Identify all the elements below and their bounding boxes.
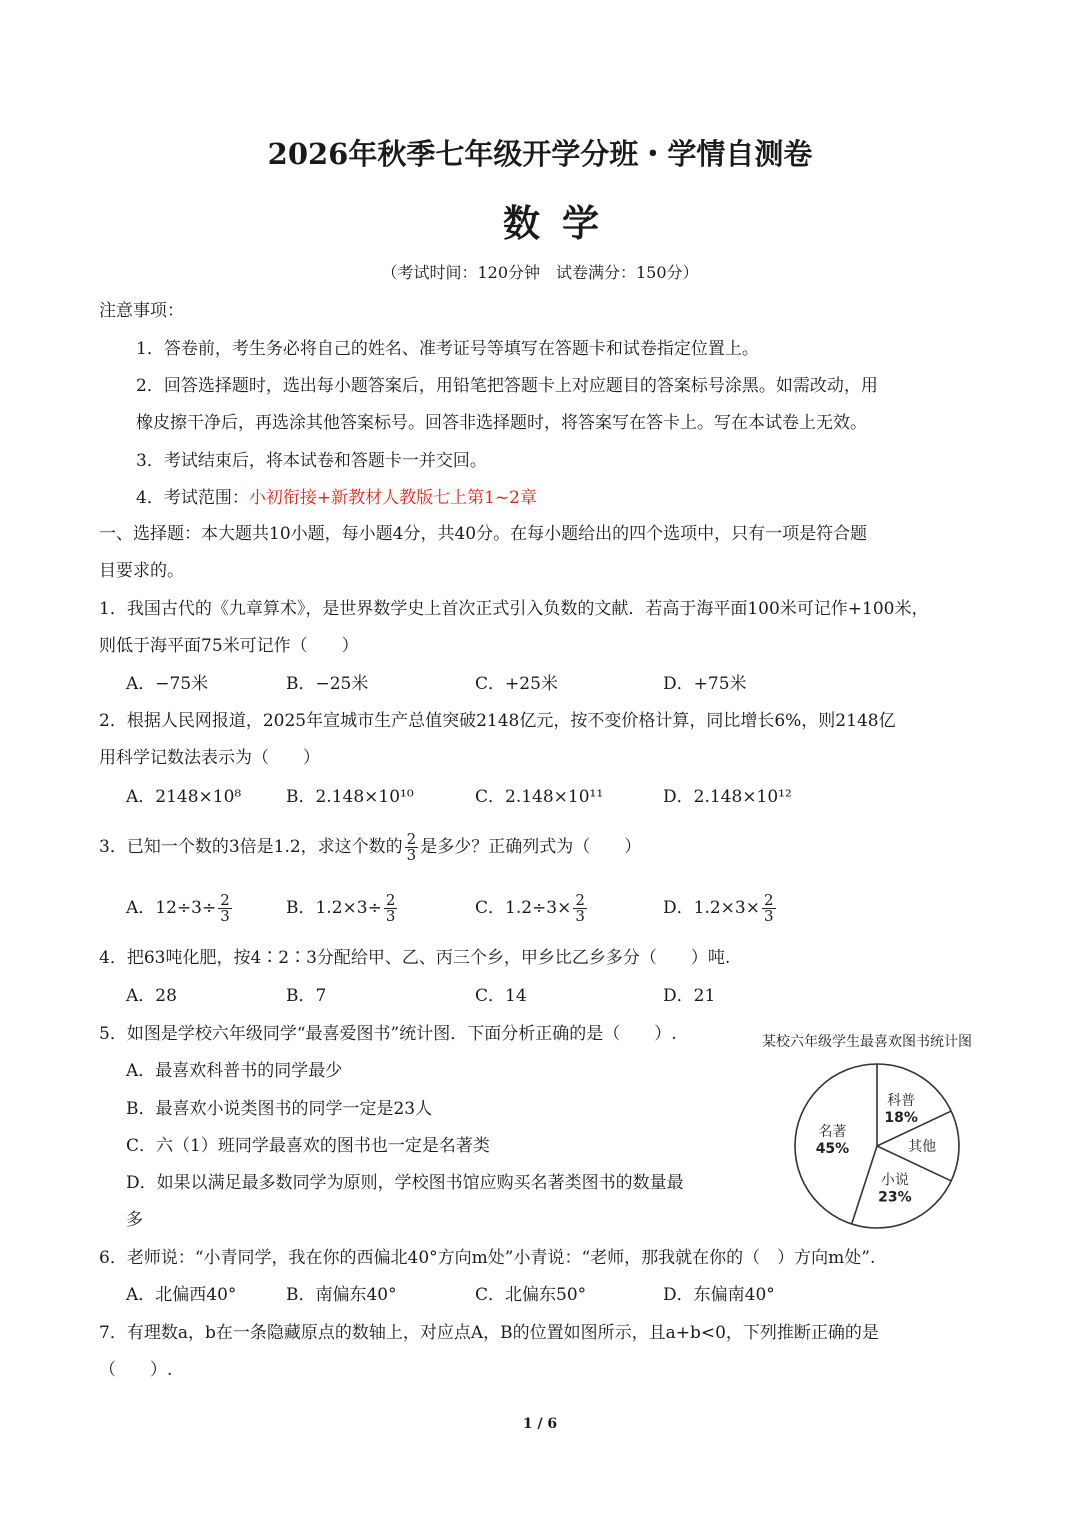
- notes-heading: 注意事项：: [99, 301, 184, 321]
- q5-option-a: A．最喜欢科普书的同学最少: [126, 1061, 343, 1081]
- fraction-numerator: 2: [385, 891, 396, 909]
- fraction-numerator: 2: [406, 830, 417, 848]
- q5-option-c: C．六（1）班同学最喜欢的图书也一定是名著类: [126, 1136, 490, 1156]
- q1-stem-line-1: 1．我国古代的《九章算术》，是世界数学史上首次正式引入负数的文献．若高于海平面100米可记作+100米，: [99, 599, 929, 619]
- option-text: C．1.2÷3×: [475, 898, 572, 918]
- fraction-denominator: 3: [220, 907, 230, 925]
- q6-option-a: A．北偏西40°: [126, 1285, 237, 1305]
- q3-stem-suffix: 是多少？正确列式为（ ）: [420, 837, 642, 857]
- pie-slice-percent: 45%: [815, 1140, 850, 1157]
- option-text: A．12÷3÷: [126, 898, 217, 918]
- q2-option-a: A．2148×10⁸: [126, 787, 242, 807]
- q3-b-fraction: [384, 893, 398, 924]
- pie-slice-label: 小说: [880, 1172, 909, 1189]
- fraction-denominator: 3: [406, 846, 417, 864]
- fraction-numerator: 2: [575, 891, 585, 909]
- q1-option-b: B．−25米: [286, 674, 369, 694]
- fraction-denominator: 3: [385, 907, 396, 925]
- q4-option-d: D．21: [663, 986, 716, 1006]
- subject-title: 数学: [503, 201, 621, 245]
- q7-stem-line-2: （ ）.: [99, 1360, 173, 1380]
- section-1-line-2: 目要求的。: [99, 561, 184, 581]
- pie-chart: [786, 1060, 968, 1232]
- exam-title: 2026年秋季七年级开学分班・学情自测卷: [267, 137, 813, 171]
- pie-slice-label: 名著: [818, 1123, 847, 1140]
- q2-stem-line-2: 用科学记数法表示为（ ）: [99, 748, 320, 768]
- q1-option-c: C．+25米: [475, 674, 558, 694]
- option-text: B．1.2×3÷: [286, 898, 382, 918]
- q4-stem: 4．把63吨化肥，按4∶2∶3分配给甲、乙、丙三个乡，甲乡比乙乡多分（ ）吨.: [99, 948, 731, 968]
- fraction-numerator: 2: [763, 891, 774, 909]
- q3-stem: [99, 828, 641, 866]
- exam-meta: （考试时间：120分钟 试卷满分：150分）: [381, 263, 699, 282]
- q3-option-d: [663, 889, 778, 927]
- q2-option-b: B．2.148×10¹⁰: [286, 787, 414, 807]
- pie-slice-percent: 18%: [884, 1109, 918, 1126]
- q7-stem-line-1: 7．有理数a，b在一条隐藏原点的数轴上，对应点A，B的位置如图所示，且a+b<0，下列推断正确的是: [99, 1323, 879, 1343]
- q6-option-c: C．北偏东50°: [475, 1285, 587, 1305]
- note-2-line-2: 橡皮擦干净后，再选涂其他答案标号。回答非选择题时，将答案写在答卡上。写在本试卷上无效。: [136, 413, 867, 433]
- q6-option-b: B．南偏东40°: [286, 1285, 397, 1305]
- pie-slice-label: 科普: [887, 1092, 916, 1109]
- q4-option-a: A．28: [126, 986, 177, 1006]
- fraction-denominator: 3: [575, 907, 585, 925]
- q6-stem: 6．老师说：“小青同学，我在你的西偏北40°方向m处”小青说：“老师，那我就在你的（ ）方向m处”.: [99, 1248, 876, 1268]
- q3-a-fraction: [218, 893, 232, 924]
- q3-option-c: [475, 889, 589, 927]
- note-3: 3．考试结束后，将本试卷和答题卡一并交回。: [136, 451, 487, 471]
- q2-stem-line-1: 2．根据人民网报道，2025年宣城市生产总值突破2148亿元，按不变价格计算，同比增长6%，则2148亿: [99, 711, 896, 731]
- q3-option-b: [286, 889, 399, 927]
- q5-stem: 5．如图是学校六年级同学“最喜爱图书”统计图．下面分析正确的是（ ）.: [99, 1024, 677, 1044]
- pie-chart-title: 某校六年级学生最喜欢图书统计图: [762, 1034, 972, 1050]
- q5-option-b: B．最喜欢小说类图书的同学一定是23人: [126, 1099, 433, 1119]
- q3-option-a: [126, 889, 234, 927]
- q4-option-c: C．14: [475, 986, 527, 1006]
- pie-slice-label: 其他: [908, 1139, 937, 1155]
- option-text: D．1.2×3×: [663, 898, 760, 918]
- section-1-line-1: 一、选择题：本大题共10小题，每小题4分，共40分。在每小题给出的四个选项中，只有一项是符合题: [99, 524, 868, 544]
- q5-option-d-line-2: 多: [126, 1210, 143, 1230]
- q1-option-a: A．−75米: [126, 674, 209, 694]
- q3-d-fraction: [762, 893, 776, 924]
- q3-fraction: [405, 832, 419, 863]
- note-4: [136, 488, 537, 508]
- note-4-label: 4．考试范围：: [136, 488, 249, 508]
- fraction-denominator: 3: [763, 907, 774, 925]
- q2-option-d: D．2.148×10¹²: [663, 787, 792, 807]
- fraction-numerator: 2: [220, 891, 230, 909]
- note-1: 1．答卷前，考生务必将自己的姓名、准考证号等填写在答题卡和试卷指定位置上。: [136, 339, 759, 359]
- page-number: 1 / 6: [522, 1416, 558, 1432]
- q1-stem-line-2: 则低于海平面75米可记作（ ）: [99, 636, 359, 656]
- q2-option-c: C．2.148×10¹¹: [475, 787, 604, 807]
- exam-scope: 小初衔接+新教材人教版七上第1~2章: [248, 488, 537, 508]
- q4-option-b: B．7: [286, 986, 327, 1006]
- q3-stem-prefix: 3．已知一个数的3倍是1.2，求这个数的: [99, 837, 403, 857]
- note-2-line-1: 2．回答选择题时，选出每小题答案后，用铅笔把答题卡上对应题目的答案标号涂黑。如需改动，用: [136, 376, 878, 396]
- q5-option-d-line-1: D．如果以满足最多数同学为原则，学校图书馆应购买名著类图书的数量最: [126, 1173, 684, 1193]
- q3-c-fraction: [573, 893, 587, 924]
- q1-option-d: D．+75米: [663, 674, 747, 694]
- q6-option-d: D．东偏南40°: [663, 1285, 775, 1305]
- pie-slice-percent: 23%: [878, 1189, 912, 1206]
